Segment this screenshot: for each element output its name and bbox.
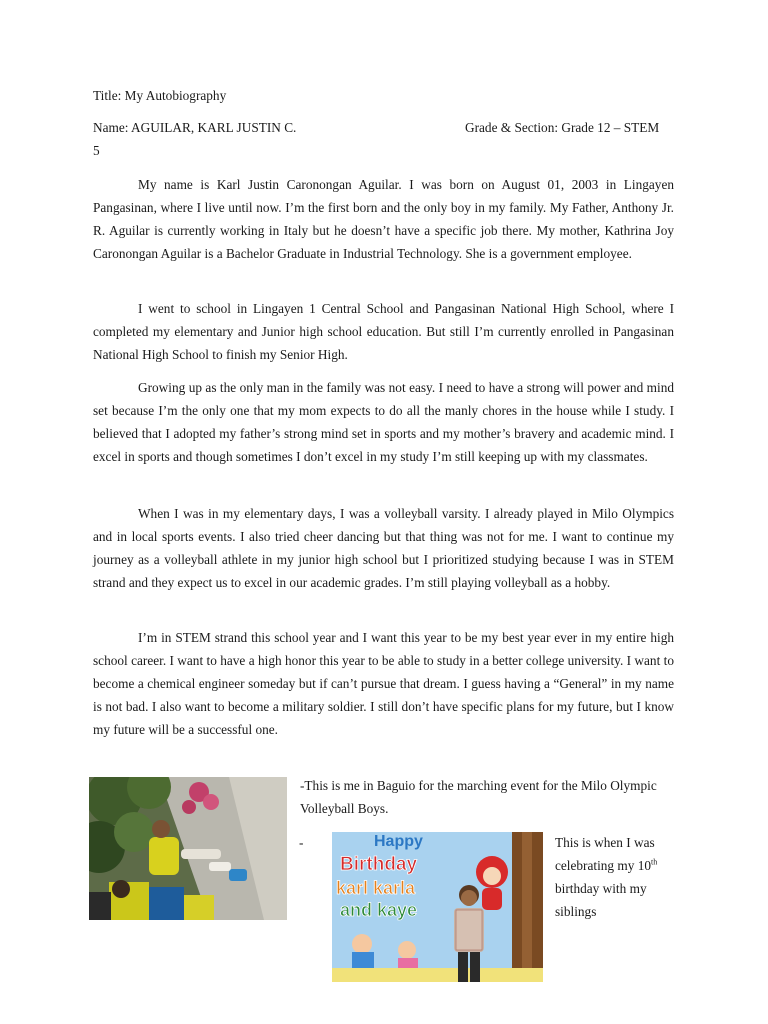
- grade-section: Grade & Section: Grade 12 – STEM: [465, 120, 660, 135]
- photo1-caption: -This is me in Baguio for the marching event for the Milo Olympic Volleyball Boys.: [300, 778, 657, 816]
- document-title: Title: My Autobiography: [93, 88, 227, 103]
- section-number: 5: [93, 143, 100, 158]
- photo2-caption-sup: th: [651, 857, 658, 867]
- photo2-dash: -: [299, 835, 304, 850]
- banner-names-line2: and kaye: [340, 900, 418, 920]
- paragraph-future: I’m in STEM strand this school year and I want this year to be my best year ever in my entire high school career. I want to have a high honor this year to be able to study in a better college university. I want to become a chemical engineer someday but if can’t pursue that dream. I guess having a “General” in my name is not bad. I also want to become a military soldier. I still don’t have specific plans for my future, but I know my future will be a successful one.: [93, 630, 674, 737]
- banner-birthday-text: Birthday: [340, 854, 418, 875]
- photo2-caption-post: birthday with my siblings: [555, 881, 647, 919]
- paragraph-intro: My name is Karl Justin Caronongan Aguilar. I was born on August 01, 2003 in Lingayen Pangasinan, where I live until now. I’m the first born and the only boy in my family. My Father, Anthony Jr. R. Aguilar is currently working in Italy but he doesn’t have a specific job there. My mother, Kathrina Joy Caronongan Aguilar is a Bachelor Graduate in Industrial Technology. She is a government employee.: [93, 177, 674, 261]
- student-name: Name: AGUILAR, KARL JUSTIN C.: [93, 120, 297, 135]
- paragraph-growing-up: Growing up as the only man in the family was not easy. I need to have a strong will power and mind set because I’m the only one that my mom expects to do all the manly chores in the house while I study. I believed that I adopted my father’s strong mind set in sports and my mother’s bravery and academic mind. I excel in sports and though sometimes I don’t excel in my study I’m still keeping up with my classmates.: [93, 380, 674, 464]
- paragraph-schooling: I went to school in Lingayen 1 Central School and Pangasinan National High School, where I completed my elementary and Junior high school education. But still I’m currently enrolled in Pangasinan National High School to finish my Senior High.: [93, 301, 674, 362]
- photo2-caption: [555, 831, 685, 923]
- photo2-caption-pre: This is when I was celebrating my 10: [555, 835, 655, 873]
- baguio-marching-photo: [89, 777, 287, 920]
- paragraph-volleyball: When I was in my elementary days, I was a volleyball varsity. I already played in Milo Olympics and in local sports events. I also tried cheer dancing but that thing was not for me. I want to continue my journey as a volleyball athlete in my junior high school but I prioritized studying because I was in STEM strand and they expect us to excel in our academic grades. I’m still playing volleyball as a hobby.: [93, 506, 674, 590]
- banner-names-line1: karl karla: [336, 878, 416, 898]
- birthday-photo: [332, 832, 543, 982]
- banner-happy-text: Happy: [374, 833, 423, 850]
